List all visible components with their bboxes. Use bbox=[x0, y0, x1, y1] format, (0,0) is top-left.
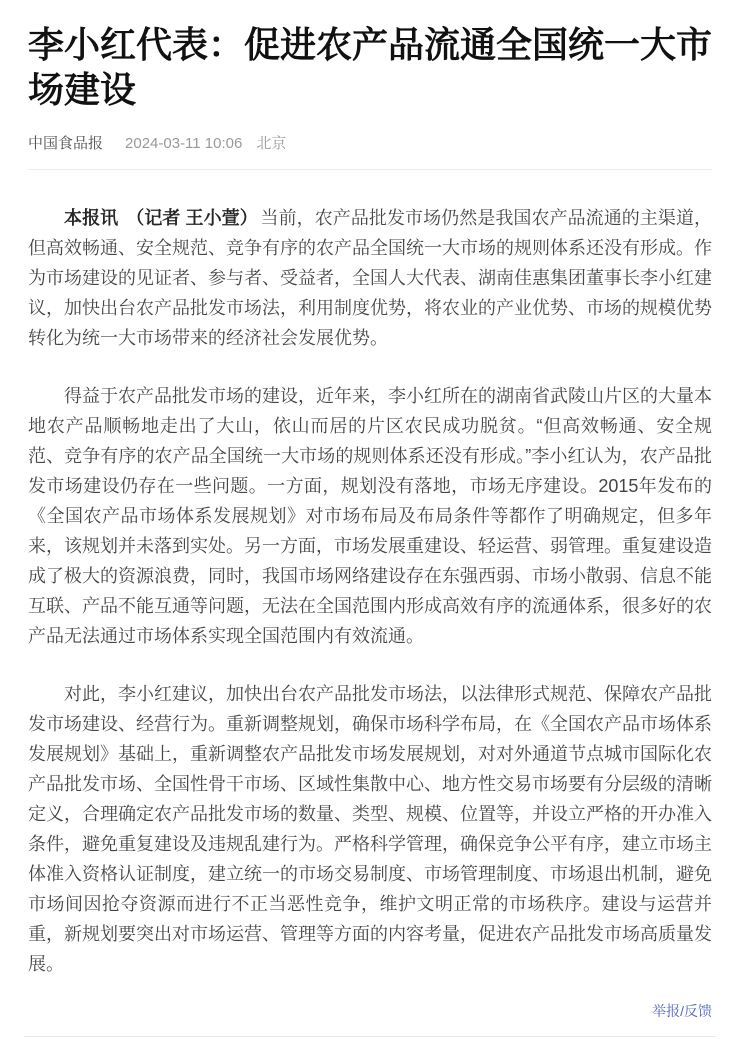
publish-location: 北京 bbox=[256, 135, 287, 152]
bottom-divider bbox=[24, 1036, 716, 1037]
article-body bbox=[28, 203, 712, 979]
paragraph-1 bbox=[28, 203, 712, 353]
paragraph-2: 得益于农产品批发市场的建设，近年来，李小红所在的湖南省武陵山片区的大量本地农产品顺畅地走出了大山，依山而居的片区农民成功脱贫。“但高效畅通、安全规范、竞争有序的农产品全国统一大市场的规则体系还没有形成。”李小红认为，农产品批发市场建设仍存在一些问题。一方面，规划没有落地，市场无序建设。2015年发布的《全国农产品市场体系发展规划》对市场布局及布局条件等都作了明确规定，但多年来，该规划并未落到实处。另一方面，市场发展重建设、轻运营、弱管理。重复建设造成了极大的资源浪费，同时，我国市场网络建设存在东强西弱、市场小散弱、信息不能互联、产品不能互通等问题，无法在全国范围内形成高效有序的流通体系，很多好的农产品无法通过市场体系实现全国范围内有效流通。 bbox=[28, 386, 712, 646]
header-divider bbox=[28, 169, 712, 170]
article-title: 李小红代表：促进农产品流通全国统一大市场建设 bbox=[28, 24, 713, 110]
byline bbox=[28, 134, 712, 154]
article-footer bbox=[28, 1001, 712, 1021]
newsflash-label: 本报讯 bbox=[64, 208, 119, 228]
publish-datetime: 2024-03-11 10:06 bbox=[125, 135, 243, 152]
paragraph-3: 对此，李小红建议，加快出台农产品批发市场法，以法律形式规范、保障农产品批发市场建设、经营行为。重新调整规划，确保市场科学布局，在《全国农产品市场体系发展规划》基础上，重新调整农产品批发市场发展规划，对对外通道节点城市国际化农产品批发市场、全国性骨干市场、区域性集散中心、地方性交易市场要有分层级的清晰定义，合理确定农产品批发市场的数量、类型、规模、位置等，并设立严格的开办准入条件，避免重复建设及违规乱建行为。严格科学管理，确保竞争公平有序，建立市场主体准入资格认证制度，建立统一的市场交易制度、市场管理制度、市场退出机制，避免市场间因抢夺资源而进行不正当恶性竞争，维护文明正常的市场秩序。建设与运营并重，新规划要突出对市场运营、管理等方面的内容考量，促进农产品批发市场高质量发展。 bbox=[28, 684, 712, 974]
source-name[interactable]: 中国食品报 bbox=[28, 135, 104, 152]
reporter-label: （记者 王小萱） bbox=[126, 208, 258, 228]
paragraph-1-text: 当前，农产品批发市场仍然是我国农产品流通的主渠道，但高效畅通、安全规范、竞争有序的农产品全国统一大市场的规则体系还没有形成。作为市场建设的见证者、参与者、受益者，全国人大代表、湖南佳惠集团董事长李小红建议，加快出台农产品批发市场法，利用制度优势，将农业的产业优势、市场的规模优势转化为统一大市场带来的经济社会发展优势。 bbox=[28, 208, 713, 348]
report-feedback-link[interactable]: 举报/反馈 bbox=[652, 1003, 712, 1019]
